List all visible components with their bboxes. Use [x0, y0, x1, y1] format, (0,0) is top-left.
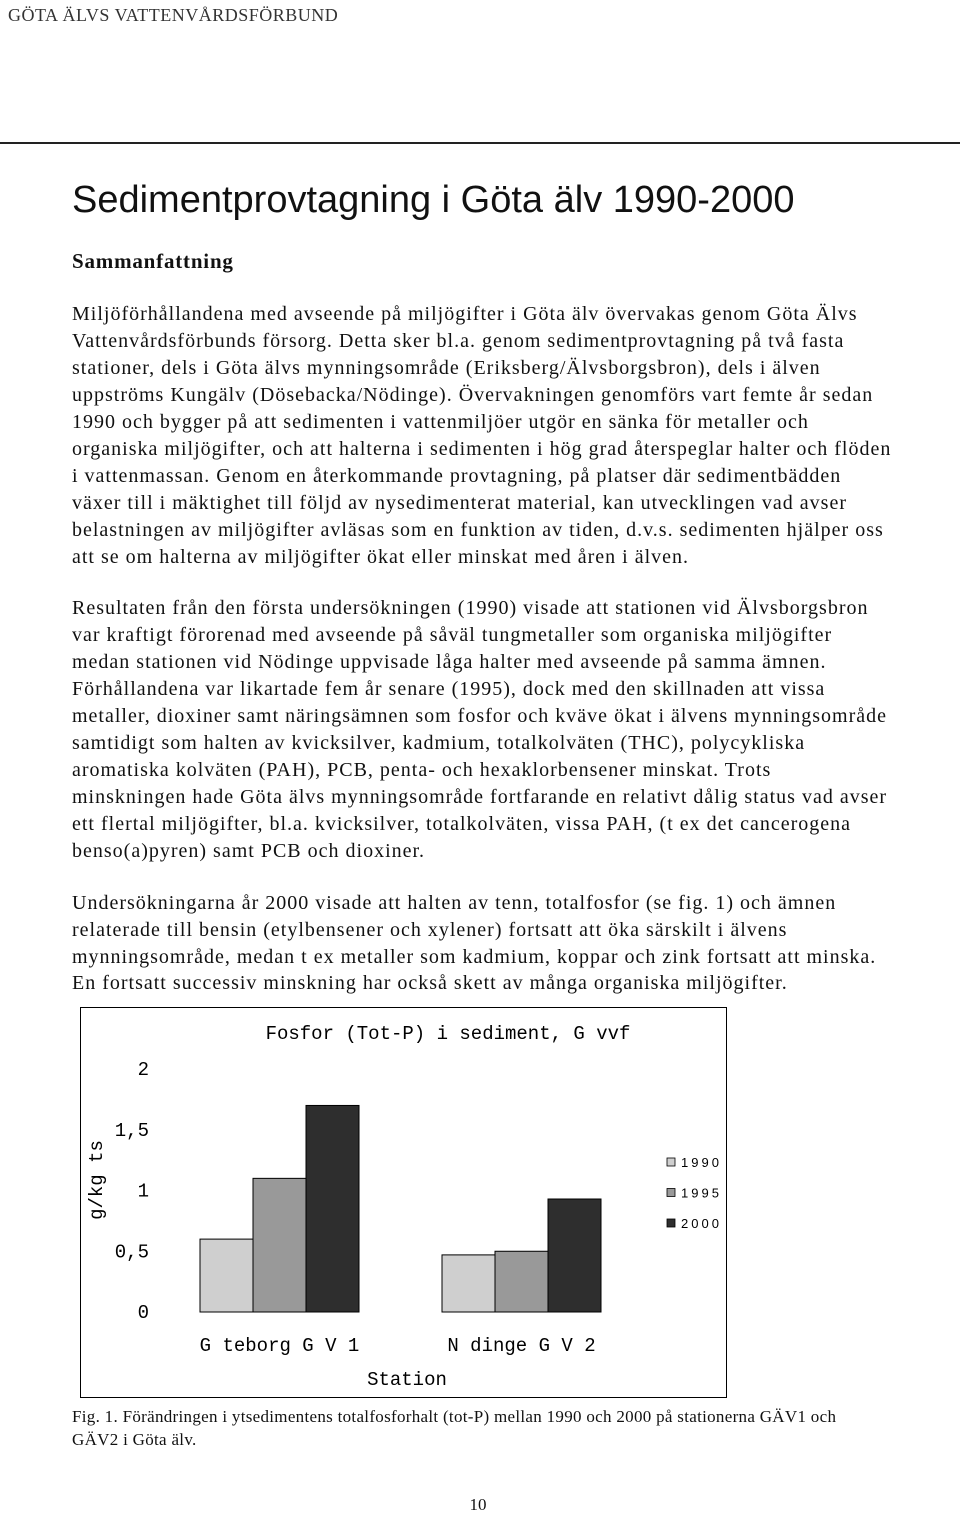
- x-axis-label: Station: [367, 1369, 447, 1391]
- section-heading: Sammanfattning: [72, 249, 234, 273]
- chart-canvas: [81, 1008, 726, 1397]
- legend-label: 1995: [681, 1185, 722, 1201]
- plot-area: [115, 1059, 601, 1357]
- caption-line: GÄV2 i Göta älv.: [72, 1430, 197, 1449]
- text-line: aromatiska kolväten (PAH), PCB, penta- och hexaklorbensener minskat. Trots: [72, 759, 772, 781]
- chart-title: Fosfor (Tot-P) i sediment, G vvf: [265, 1023, 631, 1045]
- figure-caption: [72, 1405, 836, 1451]
- bar-2000-category-1: [548, 1199, 601, 1312]
- legend-swatch-1990: [667, 1158, 675, 1166]
- text-line: Resultaten från den första undersökningen (1990) visade att stationen vid Älvsborgsbron: [72, 597, 869, 619]
- header-divider: [0, 142, 960, 144]
- bar-1995-category-1: [495, 1251, 548, 1312]
- y-tick-label: 0: [137, 1302, 149, 1324]
- text-line: medan stationen vid Nödinge uppvisade låga halter med avseende på samma ämnen.: [72, 651, 827, 673]
- legend-label: 2000: [681, 1216, 722, 1231]
- text-line: var kraftigt förorenad med avseende på såväl tungmetaller som organiska miljögifter: [72, 624, 833, 646]
- y-tick-label: 1: [137, 1180, 149, 1203]
- text-line: uppströms Kungälv (Dösebacka/Nödinge). Övervakningen genomförs vart femte år sedan: [72, 384, 874, 406]
- caption-line: Fig. 1. Förändringen i ytsedimentens totalfosforhalt (tot-P) mellan 1990 och 2000 på stationerna GÄV1 och: [72, 1407, 837, 1426]
- x-category-label: G teborg G V 1: [199, 1335, 360, 1357]
- page-title: Sedimentprovtagning i Göta älv 1990-2000: [72, 179, 795, 221]
- text-line: Miljöförhållandena med avseende på miljögifter i Göta älv övervakas genom Göta Älvs: [72, 303, 858, 325]
- text-line: ett flertal miljögifter, bl.a. kvicksilver, totalkolväten, vissa PAH, (t ex det cancerogena: [72, 813, 852, 835]
- text-line: organiska miljögifter, och att halterna i sedimenten i hög grad återspeglar halter och flöden: [72, 438, 892, 460]
- text-line: 1990 och bygger på att sedimenten i vattenmiljöer utgör en sänka för metaller och: [72, 411, 809, 433]
- chart-legend: [667, 1155, 722, 1231]
- y-tick-label: 0,5: [114, 1241, 149, 1264]
- bar-1990-category-1: [442, 1255, 495, 1312]
- text-line: Förhållandena var likartade fem år senare (1995), dock med den skillnaden att vissa: [72, 678, 826, 700]
- text-line: metaller, dioxiner samt näringsämnen som fosfor och kväve ökat i älvens mynningsområde: [72, 705, 888, 727]
- bar-1995-category-0: [253, 1178, 306, 1312]
- paragraph-results: [72, 595, 887, 865]
- y-tick-label: 2: [137, 1059, 149, 1081]
- text-line: minskningen hade Göta älvs mynningsområde fortfarande en relativt dålig status vad avser: [72, 786, 888, 808]
- text-line: mynningsområde, medan t ex metaller som kadmium, koppar och zink fortsatt att minska.: [72, 945, 877, 968]
- text-line: växer till i mäktighet till följd av nysedimenterat material, kan utvecklingen vad avser: [72, 492, 848, 514]
- text-line: Vattenvårdsförbunds försorg. Detta sker bl.a. genom sedimentprovtagning på två fasta: [72, 330, 845, 352]
- text-line: i vattenmassan. Genom en återkommande provtagning, på platser där sedimentbädden: [72, 465, 842, 487]
- bar-1990-category-0: [200, 1239, 253, 1312]
- figure-1-chart: [80, 1007, 727, 1398]
- text-line: En fortsatt successiv minskning har också skett av många organiska miljögifter.: [72, 972, 788, 995]
- y-axis-label: g/kg ts: [86, 1140, 108, 1220]
- legend-swatch-2000: [667, 1219, 675, 1227]
- paragraph-2000-findings: [72, 890, 876, 997]
- organization-header: GÖTA ÄLVS VATTENVÅRDSFÖRBUND: [8, 5, 339, 25]
- legend-swatch-1995: [667, 1189, 675, 1197]
- text-line: stationer, dels i Göta älvs mynningsområde (Eriksberg/Älvsborgsbron), dels i älven: [72, 357, 821, 379]
- text-line: benso(a)pyren) samt PCB och dioxiner.: [72, 840, 426, 862]
- paragraph-summary-intro: [72, 301, 891, 571]
- y-tick-label: 1,5: [114, 1119, 149, 1142]
- text-line: belastningen av miljögifter avläsas som en funktion av tiden, d.v.s. sedimenten hjälper oss: [72, 519, 884, 541]
- page-number: 10: [469, 1495, 487, 1514]
- legend-label: 1990: [681, 1155, 722, 1170]
- text-line: Undersökningarna år 2000 visade att halten av tenn, totalfosfor (se fig. 1) och ämnen: [72, 892, 837, 914]
- text-line: relaterade till bensin (etylbensener och xylener) fortsatt att öka särskilt i älvens: [72, 918, 788, 941]
- text-line: att se om halterna av miljögifter ökat eller minskat med åren i älven.: [72, 546, 690, 568]
- bar-2000-category-0: [306, 1105, 359, 1312]
- x-category-label: N dinge G V 2: [447, 1335, 596, 1357]
- text-line: samtidigt som halten av kvicksilver, kadmium, totalkolväten (THC), polycykliska: [72, 732, 806, 754]
